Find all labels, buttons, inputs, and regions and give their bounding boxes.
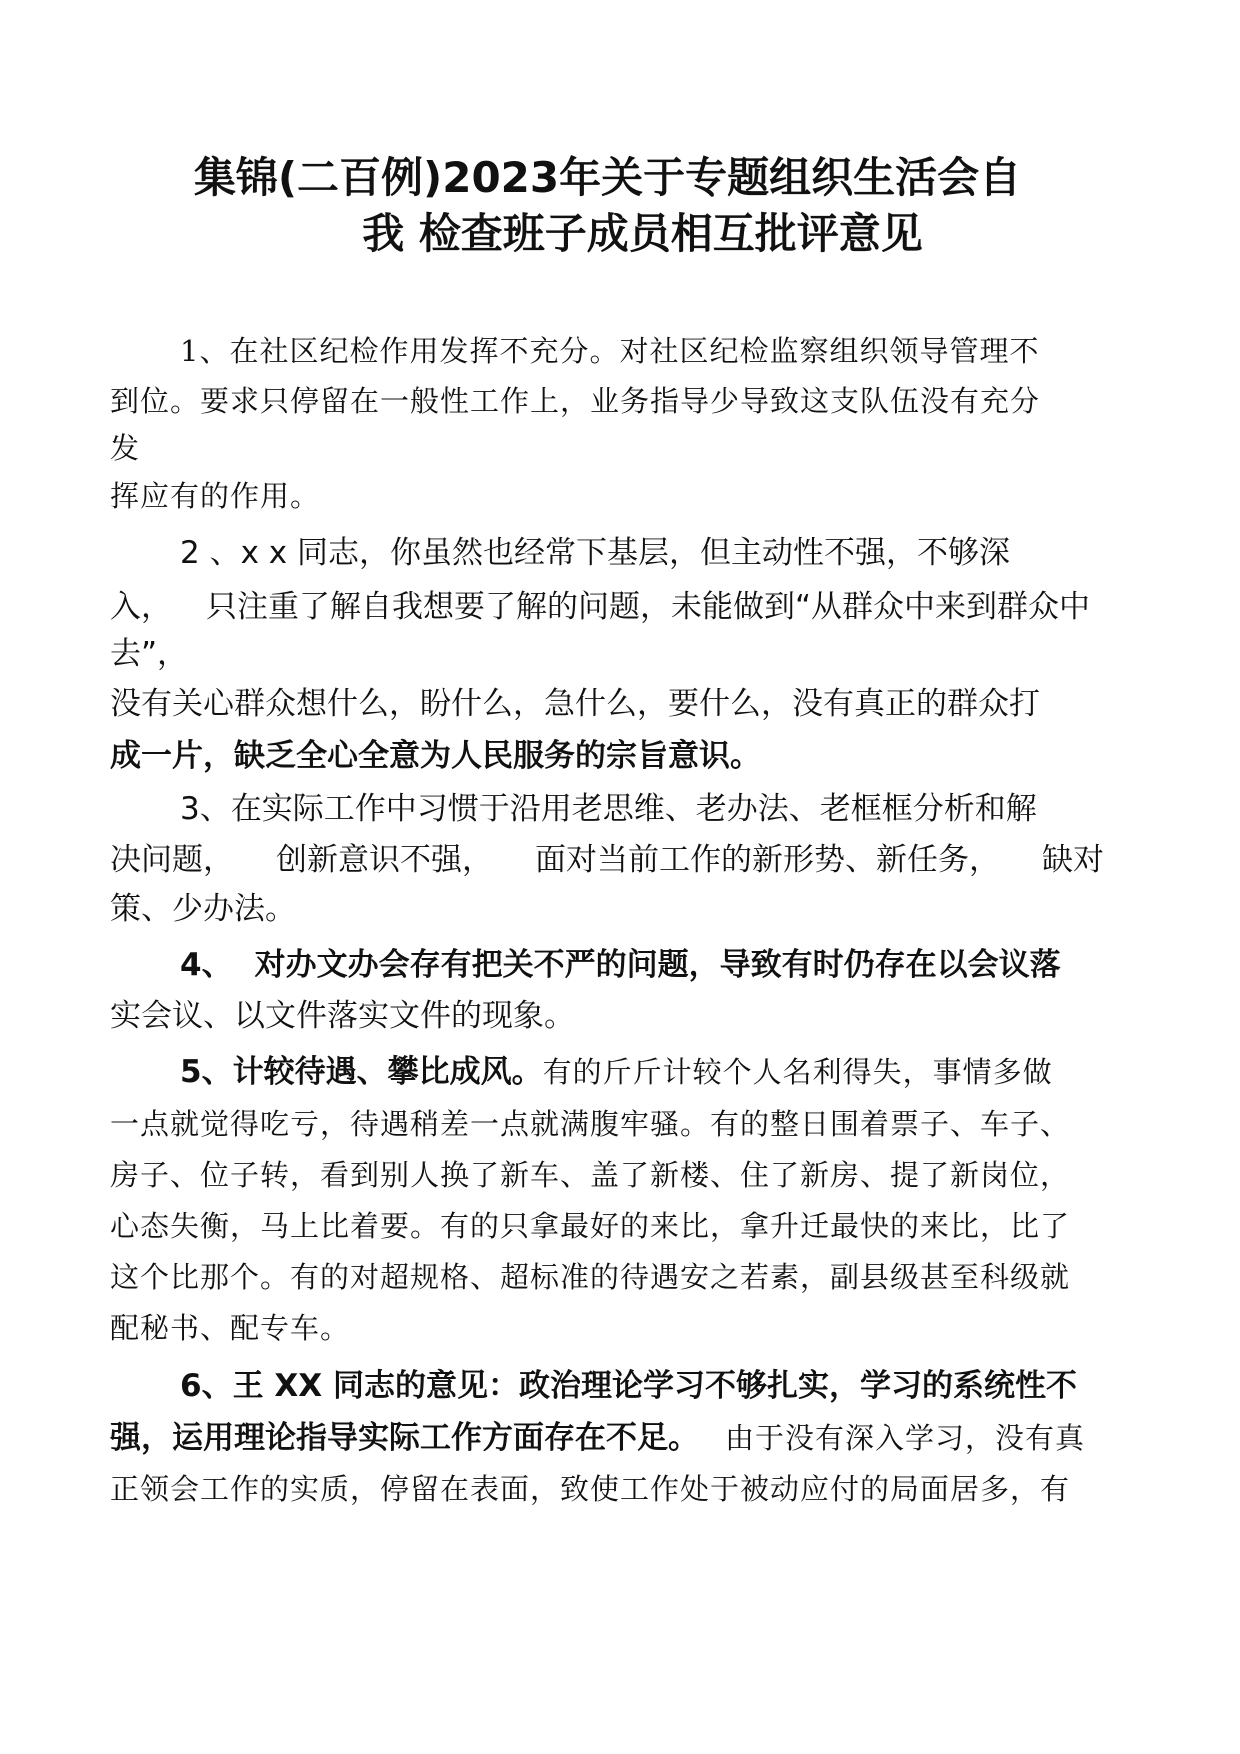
item-4-line-1-text: 对办文办会存有把关不严的问题，导致有时仍存在以会议落 [254,947,1061,983]
item-5-line-2: 一点就觉得吃亏，待遇稍差一点就满腹牢骚。有的整日围着票子、车子、 [110,1107,1071,1141]
item-2-line-2-start: 入， [110,589,172,625]
item-4-line-1 [180,943,1061,987]
item-3-line-1: 3、在实际工作中习惯于沿用老思维、老办法、老框框分析和解 [180,791,1037,827]
item-6-line-2 [110,1416,1085,1460]
item-2-line-4: 没有关心群众想什么，盼什么，急什么，要什么，没有真正的群众打 [110,686,1040,722]
item-6-line-2-text: 由于没有深入学习，没有真 [725,1421,1086,1455]
document-title [0,150,1240,262]
title-line-1: 集锦(二百例)2023年关于专题组织生活会自 [193,153,1022,202]
item-5-line-1 [180,1050,1053,1094]
item-5-line-4: 心态失衡，马上比着要。有的只拿最好的来比，拿升迁最快的来比，比了 [110,1209,1071,1243]
item-6-line-2-bold: 强，运用理论指导实际工作方面存在不足。 [110,1420,699,1456]
item-2-line-5: 成一片，缺乏全心全意为人民服务的宗旨意识。 [110,738,761,774]
item-5-line-6: 配秘书、配专车。 [110,1311,351,1345]
item-1-line-2: 到位。要求只停留在一般性工作上，业务指导少导致这支队伍没有充分 [110,384,1041,418]
item-5-line-1-text: 有的斤斤计较个人名利得失，事情多做 [542,1055,1053,1089]
title-line-2: 我 检查班子成员相互批评意见 [362,209,923,258]
item-3-line-2-c: 面对当前工作的新形势、新任务， [535,842,1000,878]
item-2-line-2-rest: 只注重了解自我想要了解的问题，未能做到“从群众中来到群众中 [206,589,1091,625]
item-6-line-1: 6、王 XX 同志的意见：政治理论学习不够扎实，学习的系统性不 [180,1368,1077,1404]
item-5-heading: 5、计较待遇、攀比成风。 [180,1054,543,1090]
item-3-line-3: 策、少办法。 [110,891,296,927]
item-3-line-2-d: 缺对 [1042,842,1104,878]
item-1-line-1: 1、在社区纪检作用发挥不充分。对社区纪检监察组织领导管理不 [180,334,1040,368]
item-5-line-5: 这个比那个。有的对超规格、超标准的待遇安之若素，副县级甚至科级就 [110,1260,1071,1294]
item-2-line-3: 去”， [110,636,189,672]
item-1-line-3: 发 [110,431,141,465]
item-3-line-2-b: 创新意识不强， [276,842,493,878]
item-4-line-2: 实会议、以文件落实文件的现象。 [110,998,575,1034]
item-2-line-1: 2 、x x 同志，你虽然也经常下基层，但主动性不强，不够深 [180,535,1010,571]
item-3-line-2 [110,838,1104,882]
item-4-number: 4、 [180,947,233,983]
item-1-line-4: 挥应有的作用。 [110,479,321,513]
item-2-line-2 [110,585,1090,629]
item-6-line-3: 正领会工作的实质，停留在表面，致使工作处于被动应付的局面居多，有 [110,1472,1071,1506]
item-3-line-2-a: 决问题， [110,842,234,878]
item-5-line-3: 房子、位子转，看到别人换了新车、盖了新楼、住了新房、提了新岗位， [110,1158,1071,1192]
